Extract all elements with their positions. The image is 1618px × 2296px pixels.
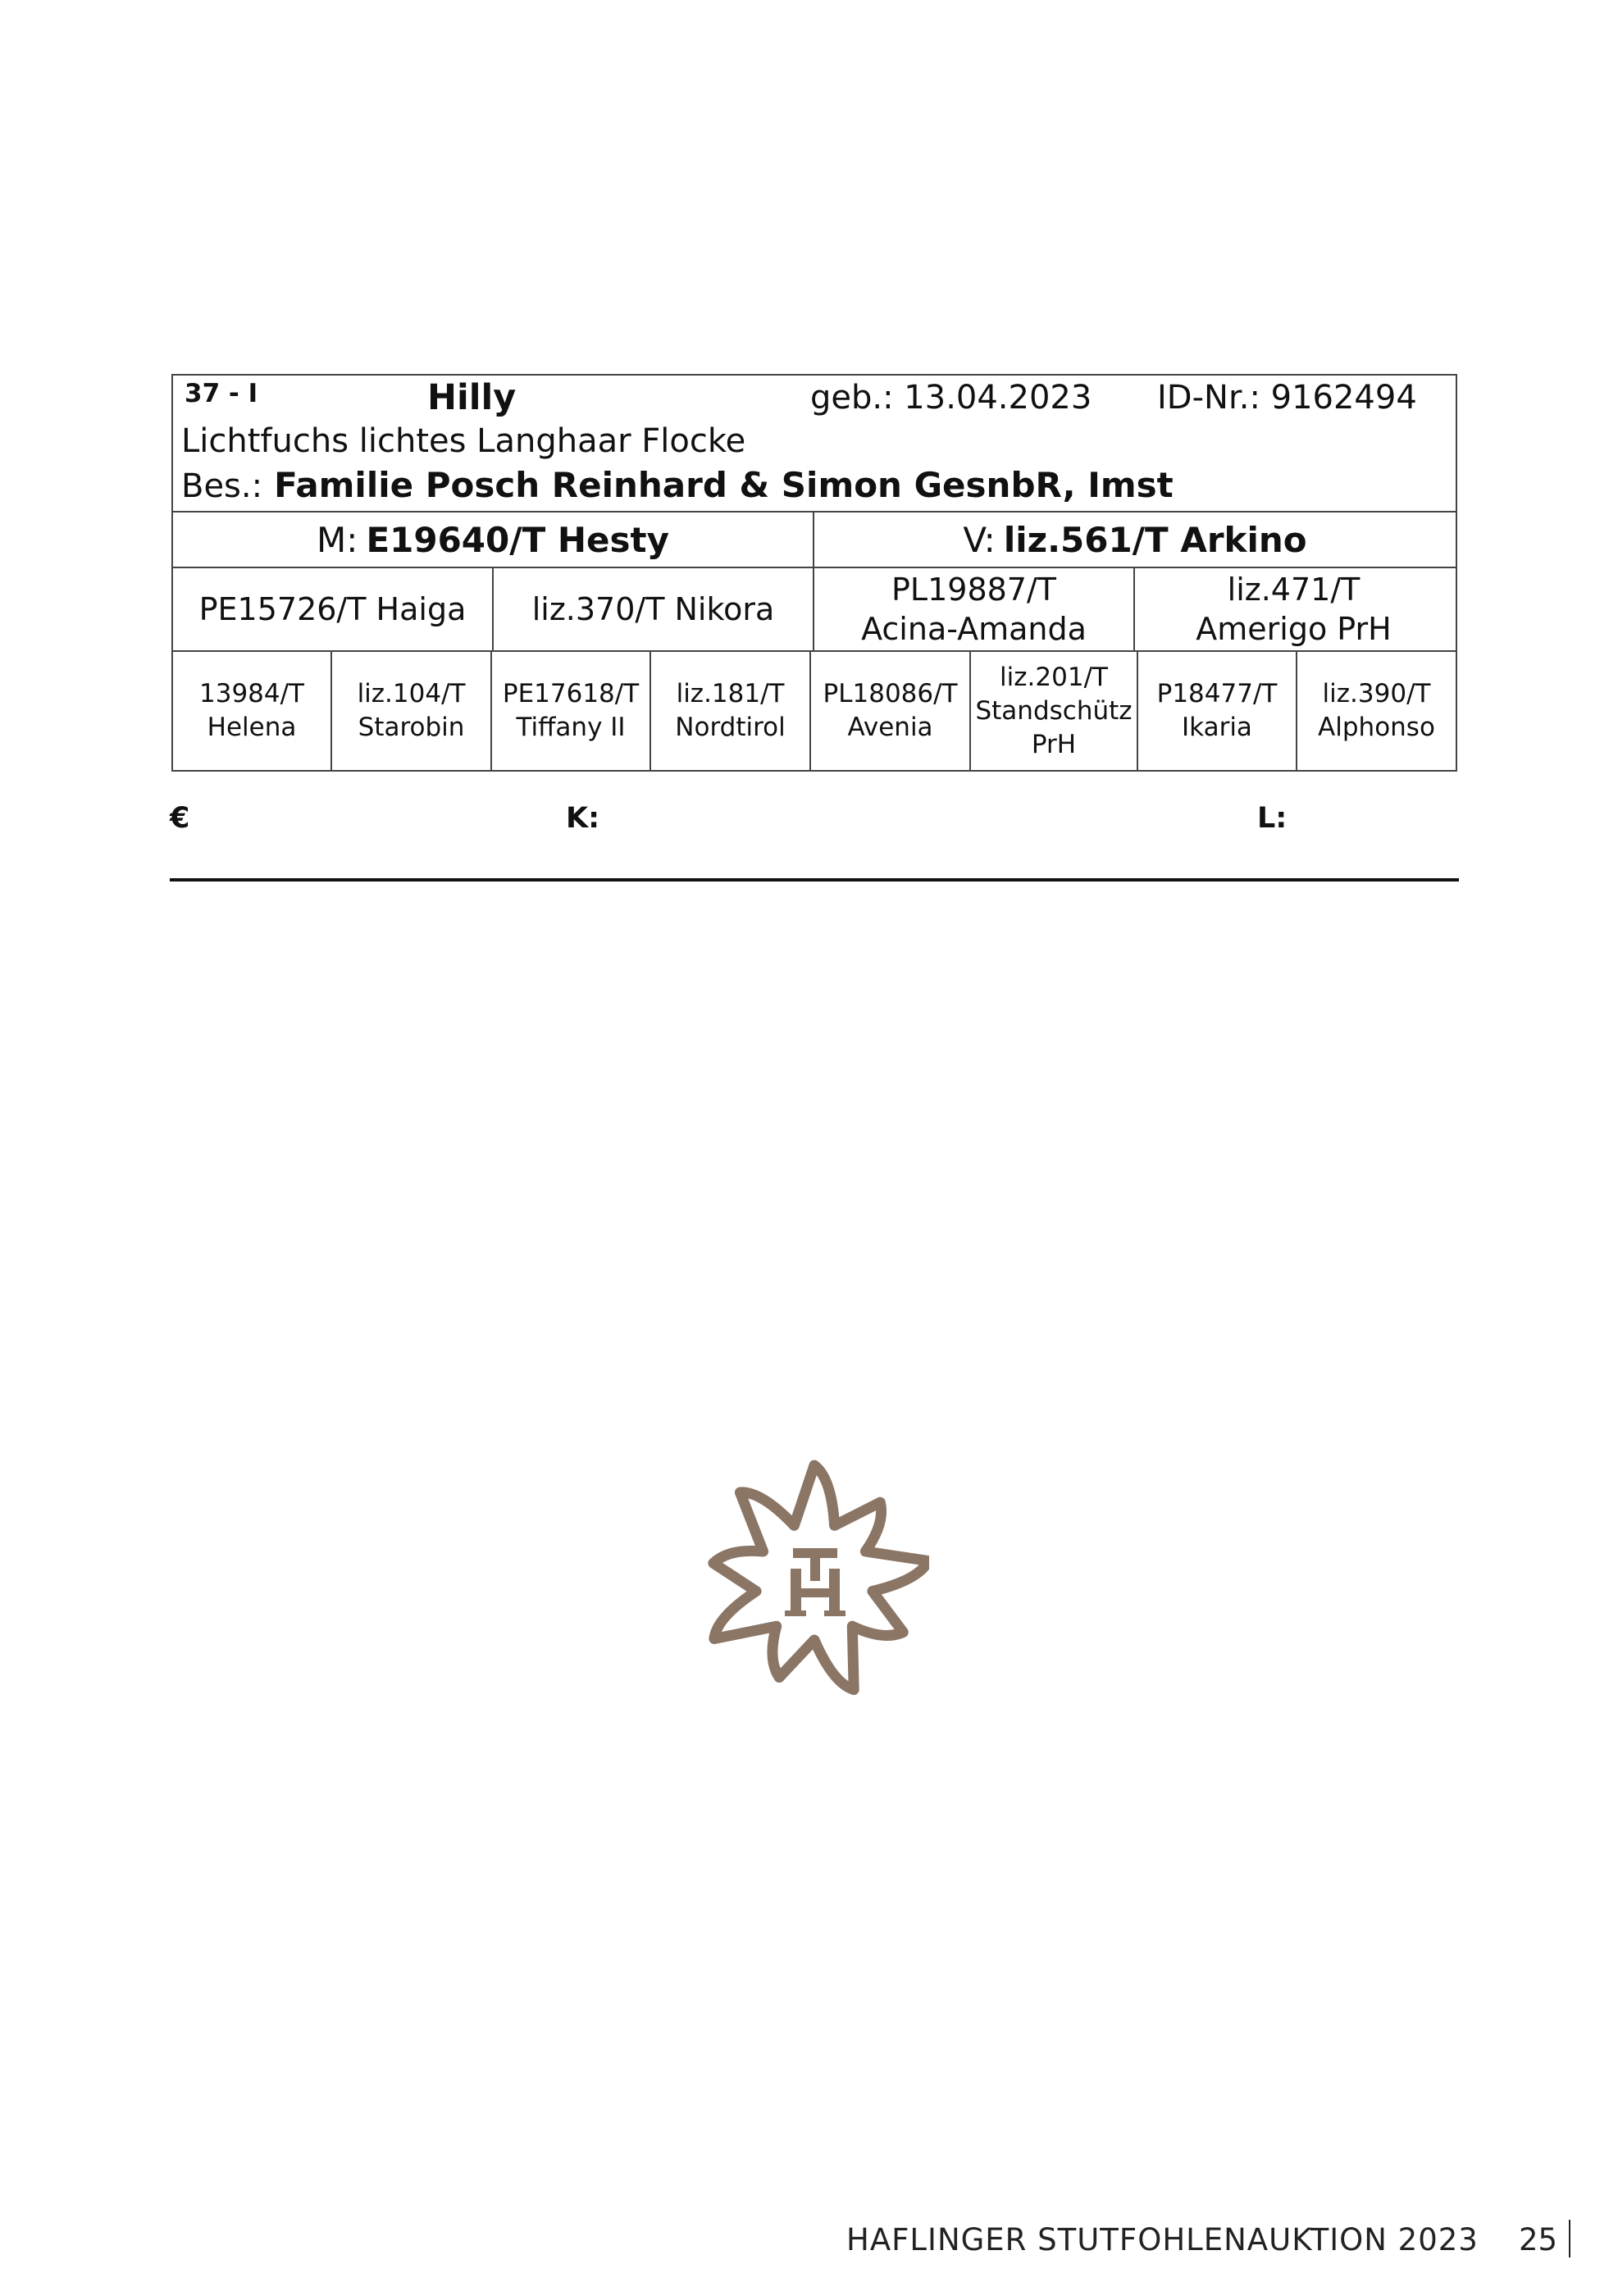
great-grandparent-line: Alphonso	[1318, 713, 1435, 742]
grandparent-cell	[814, 568, 1135, 650]
great-grandparent-cell	[651, 652, 811, 770]
owner-line	[181, 465, 1174, 505]
coat-color: Lichtfuchs lichtes Langhaar Flocke	[181, 422, 746, 460]
great-grandparent-line: Ikaria	[1182, 713, 1252, 742]
lot-number: 37 - I	[185, 379, 258, 408]
great-grandparent-cell	[492, 652, 651, 770]
mother-label: M:	[317, 519, 358, 560]
great-grandparent-line: Helena	[207, 713, 297, 742]
father-label: V:	[963, 519, 996, 560]
mother-name: E19640/T Hesty	[366, 519, 669, 560]
divider-line	[170, 878, 1459, 882]
footer-separator	[1569, 2220, 1570, 2257]
great-grandparent-line: Nordtirol	[675, 713, 786, 742]
grandparent-line: liz.471/T	[1227, 572, 1360, 608]
grandparent-line: PL19887/T	[891, 572, 1056, 608]
horse-name: Hilly	[427, 377, 517, 418]
price-field-label: €	[170, 802, 190, 835]
great-grandparent-line: liz.201/T	[1000, 662, 1108, 692]
entry-header	[173, 376, 1456, 512]
buyer-field-label: K:	[566, 802, 600, 835]
grandparent-cell	[494, 568, 814, 650]
great-grandparent-line: liz.390/T	[1322, 679, 1431, 708]
great-grandparent-cell	[1138, 652, 1297, 770]
id-number: ID-Nr.: 9162494	[1157, 379, 1417, 417]
grandparent-cell	[1135, 568, 1452, 650]
edelweiss-th-logo-icon	[691, 1437, 929, 1708]
logo-letters	[785, 1548, 845, 1616]
birth-date: geb.: 13.04.2023	[810, 379, 1092, 417]
grandparent-line: PE15726/T Haiga	[198, 591, 467, 627]
great-grandparent-line: PE17618/T	[502, 679, 640, 708]
great-grandparent-cell	[971, 652, 1138, 770]
great-grandparent-line: 13984/T	[199, 679, 304, 708]
mother-cell	[173, 512, 814, 567]
great-grandparent-cell	[173, 652, 332, 770]
horse-entry-card	[171, 374, 1457, 772]
great-grandparent-line: Starobin	[358, 713, 465, 742]
great-grandparent-cell	[811, 652, 971, 770]
grandparent-line: liz.370/T Nikora	[531, 591, 775, 627]
great-grandparent-line: PrH	[1031, 729, 1077, 759]
great-grandparent-line: Standschütz	[975, 695, 1133, 726]
great-grandparent-line: liz.181/T	[676, 679, 785, 708]
great-grandparent-line: Tiffany II	[516, 713, 626, 742]
father-cell	[814, 512, 1456, 567]
great-grandparent-line: PL18086/T	[823, 679, 958, 708]
grandparent-cell	[173, 568, 494, 650]
parents-row	[173, 512, 1456, 568]
great-grandparent-line: P18477/T	[1156, 679, 1278, 708]
owner-name: Familie Posch Reinhard & Simon GesnbR, Imst	[274, 465, 1174, 505]
great-grandparent-cell	[332, 652, 492, 770]
grandparent-line: Acina-Amanda	[861, 611, 1087, 647]
great-grandparent-cell	[1297, 652, 1456, 770]
page-number: 25	[1519, 2222, 1558, 2257]
owner-label: Bes.:	[181, 467, 263, 505]
great-grandparent-line: liz.104/T	[357, 679, 466, 708]
father-name: liz.561/T Arkino	[1003, 519, 1307, 560]
location-field-label: L:	[1257, 802, 1288, 835]
grandparent-line: Amerigo PrH	[1196, 611, 1392, 647]
grandparents-row	[173, 568, 1456, 652]
great-grandparents-row	[173, 652, 1456, 770]
great-grandparent-line: Avenia	[847, 713, 933, 742]
footer-title: HAFLINGER STUTFOHLENAUKTION 2023	[846, 2222, 1479, 2257]
